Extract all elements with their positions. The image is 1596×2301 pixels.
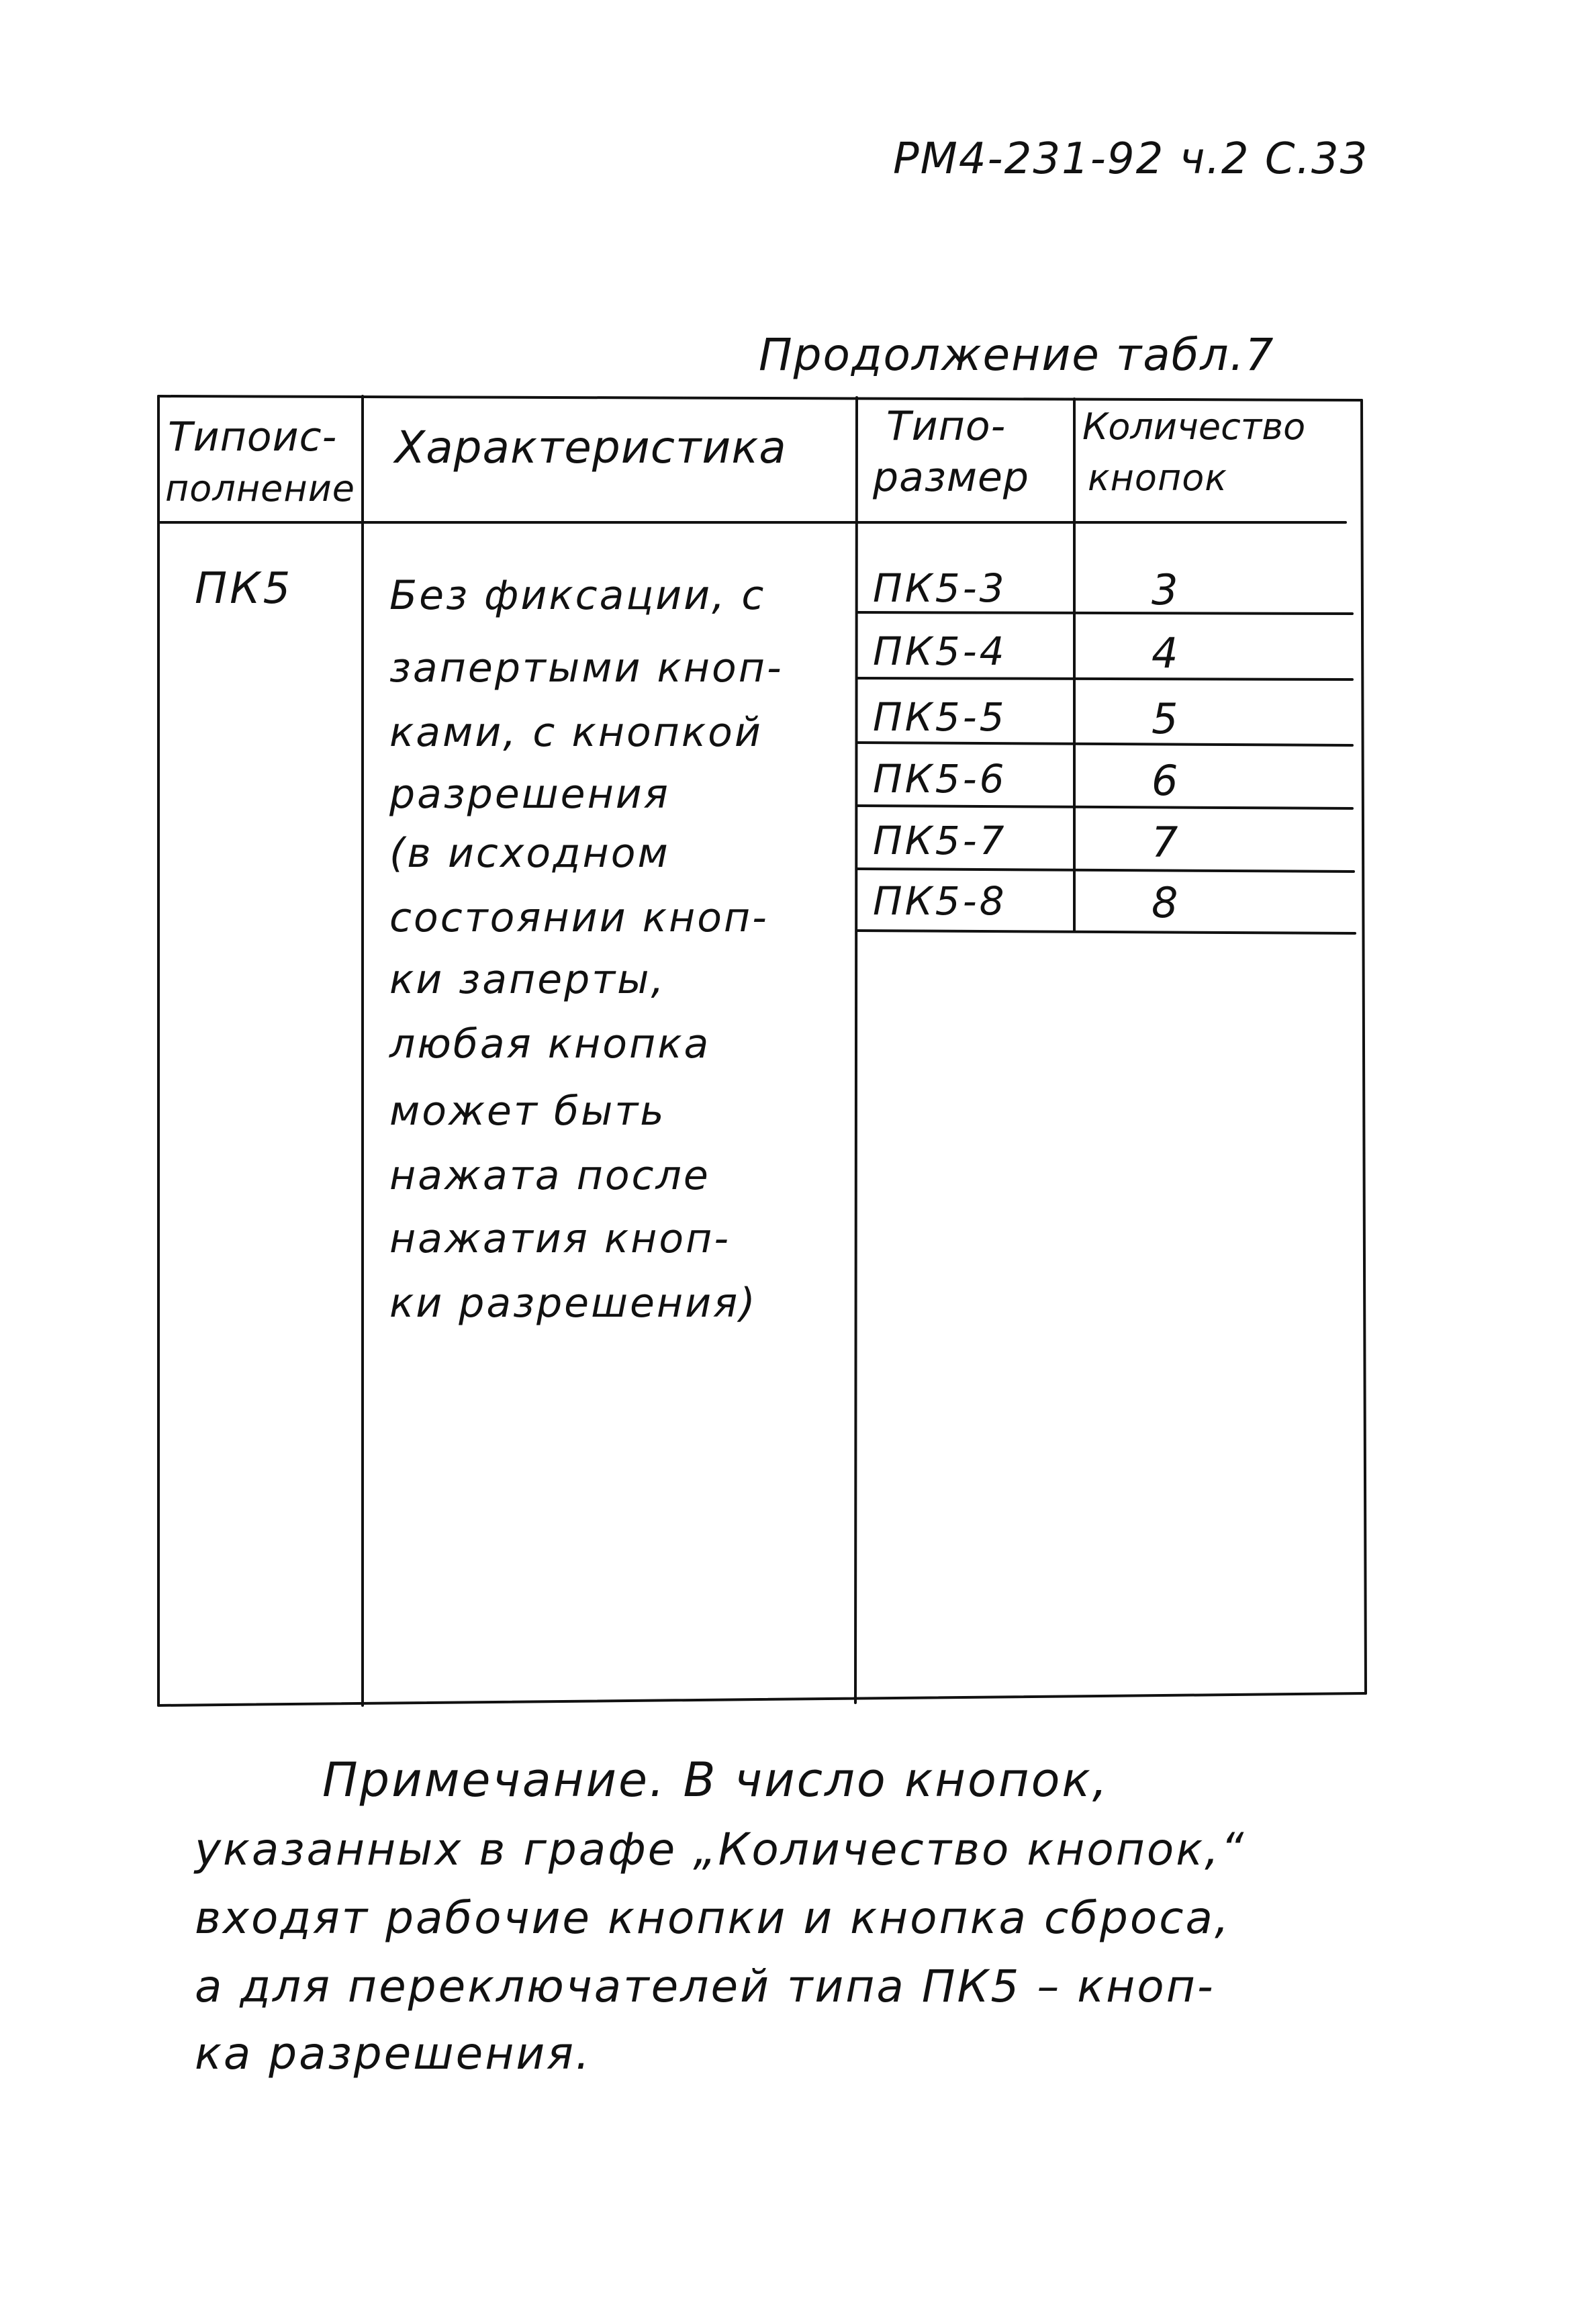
table-caption: Продолжение табл.7 — [759, 329, 1275, 381]
row-line-2 — [857, 678, 1352, 679]
description-line: запертыми кноп- — [389, 645, 784, 692]
note-line: входят рабочие кнопки и кнопка сброса, — [195, 1892, 1231, 1944]
note-line: указанных в графе „Количество кнопок,“ — [195, 1824, 1246, 1875]
size-cell: ПК5-3 — [873, 565, 1007, 611]
header-characteristic: Характеристика — [395, 422, 787, 473]
description-line: разрешения — [389, 771, 670, 818]
note-line: Примечание. В число кнопок, — [322, 1752, 1109, 1807]
note-line: а для переключателей типа ПК5 – кноп- — [195, 1961, 1215, 2012]
page-reference: РМ4-231-92 ч.2 С.33 — [893, 134, 1369, 184]
description-line: ки разрешения) — [389, 1280, 757, 1327]
row-line-1 — [857, 612, 1352, 614]
header-size-line1: Типо- — [886, 403, 1006, 450]
table-top-border — [158, 396, 1362, 400]
description-line: может быть — [389, 1088, 666, 1135]
count-cell: 4 — [1152, 628, 1181, 677]
header-variant-line1: Типоис- — [168, 414, 338, 461]
row-line-3 — [857, 743, 1352, 745]
description-line: (в исходном — [389, 830, 670, 877]
header-count-line1: Количество — [1082, 406, 1306, 448]
description-line: состоянии кноп- — [389, 894, 769, 941]
size-cell: ПК5-8 — [873, 878, 1007, 924]
table-right-border — [1362, 400, 1366, 1693]
size-cell: ПК5-7 — [873, 818, 1007, 863]
description-line: нажатия кноп- — [389, 1215, 731, 1262]
note-line: ка разрешения. — [195, 2028, 592, 2079]
variant-cell: ПК5 — [195, 564, 293, 614]
column-divider-2 — [855, 397, 857, 1703]
description-line: ки заперты, — [389, 956, 666, 1003]
description-line: нажата после — [389, 1152, 710, 1199]
row-line-4 — [857, 806, 1352, 808]
count-cell: 7 — [1152, 818, 1181, 867]
count-cell: 5 — [1152, 694, 1181, 743]
description-line: ками, с кнопкой — [389, 709, 763, 756]
count-cell: 6 — [1152, 756, 1181, 805]
size-cell: ПК5-5 — [873, 694, 1007, 740]
count-cell: 3 — [1152, 565, 1181, 614]
header-size-line2: размер — [873, 454, 1030, 501]
table-bottom-border — [158, 1693, 1366, 1705]
count-cell: 8 — [1152, 878, 1181, 927]
size-cell: ПК5-4 — [873, 628, 1007, 674]
header-variant-line2: полнение — [165, 467, 356, 510]
size-cell: ПК5-6 — [873, 756, 1007, 802]
description-line: любая кнопка — [389, 1021, 711, 1068]
header-count-line2: кнопок — [1088, 457, 1227, 499]
description-line: Без фиксации, с — [389, 572, 766, 619]
row-line-5 — [857, 869, 1354, 872]
row-line-6 — [857, 931, 1355, 933]
